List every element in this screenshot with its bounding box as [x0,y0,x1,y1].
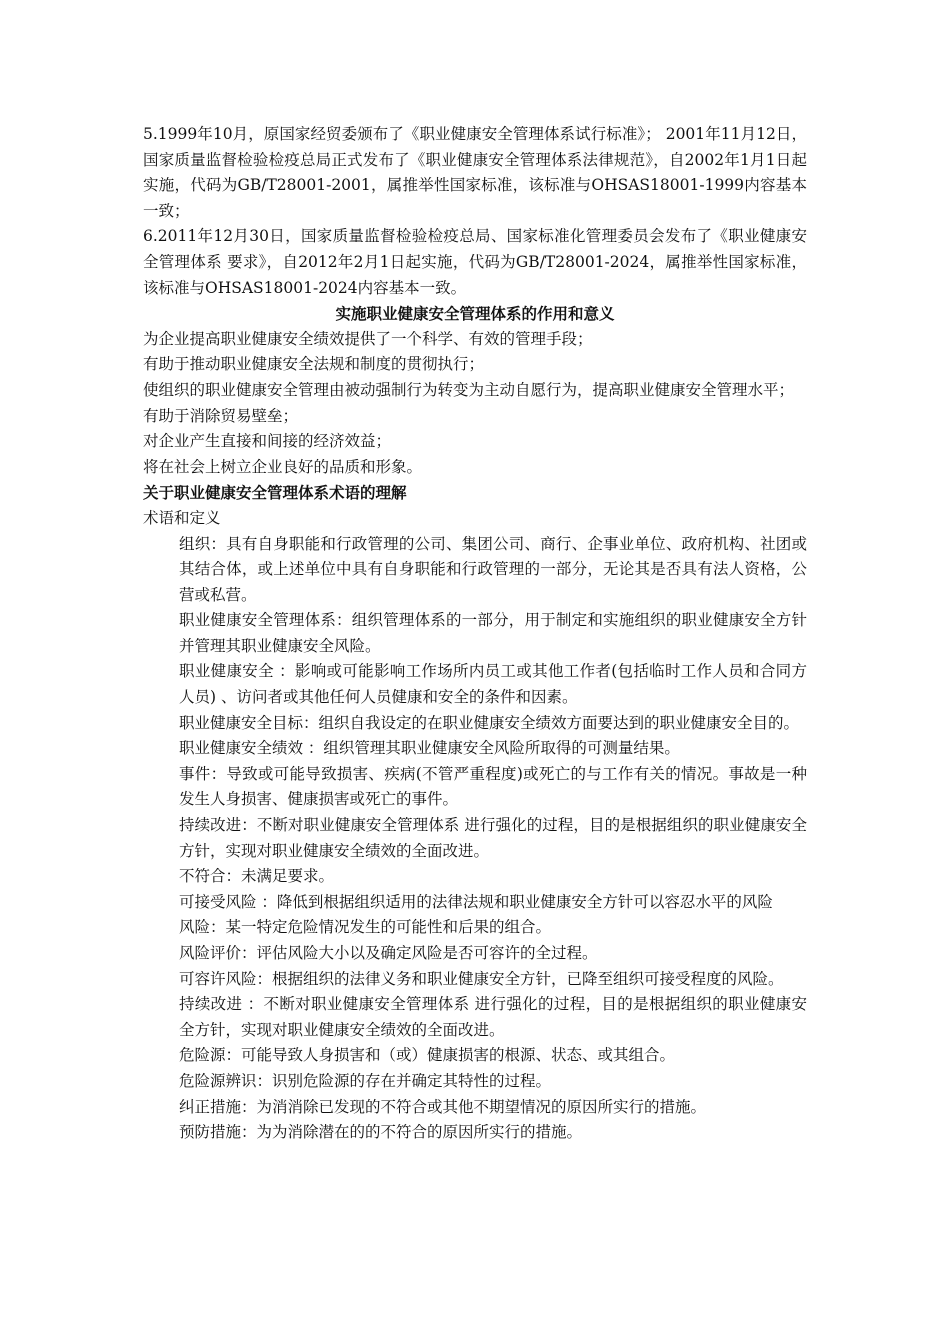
term-definition: 纠正措施：为消消除已发现的不符合或其他不期望情况的原因所实行的措施。 [179,1097,707,1116]
term-definition: 可容许风险：根据组织的法律义务和职业健康安全方针，已降至组织可接受程度的风险。 [179,969,784,988]
term-definition: 事件：导致或可能导致损害、疾病(不管严重程度)或死亡的与工作有关的情况。事故是一种发生人身损害、健康损害或死亡的事件。 [179,764,807,809]
terms-subheading: 术语和定义 [143,508,221,527]
term-definition: 职业健康安全管理体系：组织管理体系的一部分，用于制定和实施组织的职业健康安全方针并管理其职业健康安全风险。 [179,611,807,655]
term-definition: 职业健康安全目标：组织自我设定的在职业健康安全绩效方面要达到的职业健康安全目的。 [179,713,800,732]
term-definition: 持续改进 ：不断对职业健康安全管理体系 进行强化的过程，目的是根据组织的职业健康安全方针，实现对职业健康安全绩效的全面改进。 [179,995,807,1039]
significance-item: 将在社会上树立企业良好的品质和形象。 [143,457,423,476]
significance-item: 有助于推动职业健康安全法规和制度的贯彻执行； [143,355,485,374]
term-definition: 持续改进：不断对职业健康安全管理体系 进行强化的过程，目的是根据组织的职业健康安全方针，实现对职业健康安全绩效的全面改进。 [179,816,807,860]
term-definition: 组织：具有自身职能和行政管理的公司、集团公司、商行、企事业单位、政府机构、社团或其结合体，或上述单位中具有自身职能和行政管理的一部分，无论其是否具有法人资格，公营或私营。 [179,534,807,604]
term-definition: 可接受风险 ：降低到根据组织适用的法律法规和职业健康安全方针可以容忍水平的风险 [179,892,773,911]
document-body [143,122,807,1146]
section-heading-significance: 实施职业健康安全管理体系的作用和意义 [335,304,615,324]
term-definition: 职业健康安全绩效 ：组织管理其职业健康安全风险所取得的可测量结果。 [179,739,680,758]
significance-item: 对企业产生直接和间接的经济效益； [143,432,392,451]
term-definition: 职业健康安全 ：影响或可能影响工作场所内员工或其他工作者(包括临时工作人员和合同方人员) 、访问者或其他任何人员健康和安全的条件和因素。 [179,662,807,707]
significance-item: 有助于消除贸易壁垒； [143,406,299,425]
section-heading-terms: 关于职业健康安全管理体系术语的理解 [143,483,407,503]
significance-item: 为企业提高职业健康安全绩效提供了一个科学、有效的管理手段； [143,329,593,348]
term-definition: 预防措施：为为消除潜在的的不符合的原因所实行的措施。 [179,1123,583,1142]
term-definition: 风险：某一特定危险情况发生的可能性和后果的组合。 [179,918,552,937]
significance-item: 使组织的职业健康安全管理由被动强制行为转变为主动自愿行为，提高职业健康安全管理水平； [143,380,795,399]
history-paragraph: 6.2011年12月30日，国家质量监督检验检疫总局、国家标准化管理委员会发布了《职业健康安全管理体系 要求》，自2012年2月1日起实施，代码为GB/T28001-2024，属推举性国家标准，该标准与OHSAS18001-2024内容基本一致。 [143,227,807,297]
history-paragraph: 5.1999年10月，原国家经贸委颁布了《职业健康安全管理体系试行标准》； 2001年11月12日，国家质量监督检验检疫总局正式发布了《职业健康安全管理体系法律规范》，自2002年1月1日起实施，代码为GB/T28001-2001，属推举性国家标准，该标准与OHSAS18001-1999内容基本一致； [143,125,807,220]
term-definition: 危险源：可能导致人身损害和（或）健康损害的根源、状态、或其组合。 [179,1046,676,1065]
term-definition: 危险源辨识：识别危险源的存在并确定其特性的过程。 [179,1071,552,1090]
term-definition: 不符合：未满足要求。 [179,867,335,886]
term-definition: 风险评价：评估风险大小以及确定风险是否可容许的全过程。 [179,944,598,962]
